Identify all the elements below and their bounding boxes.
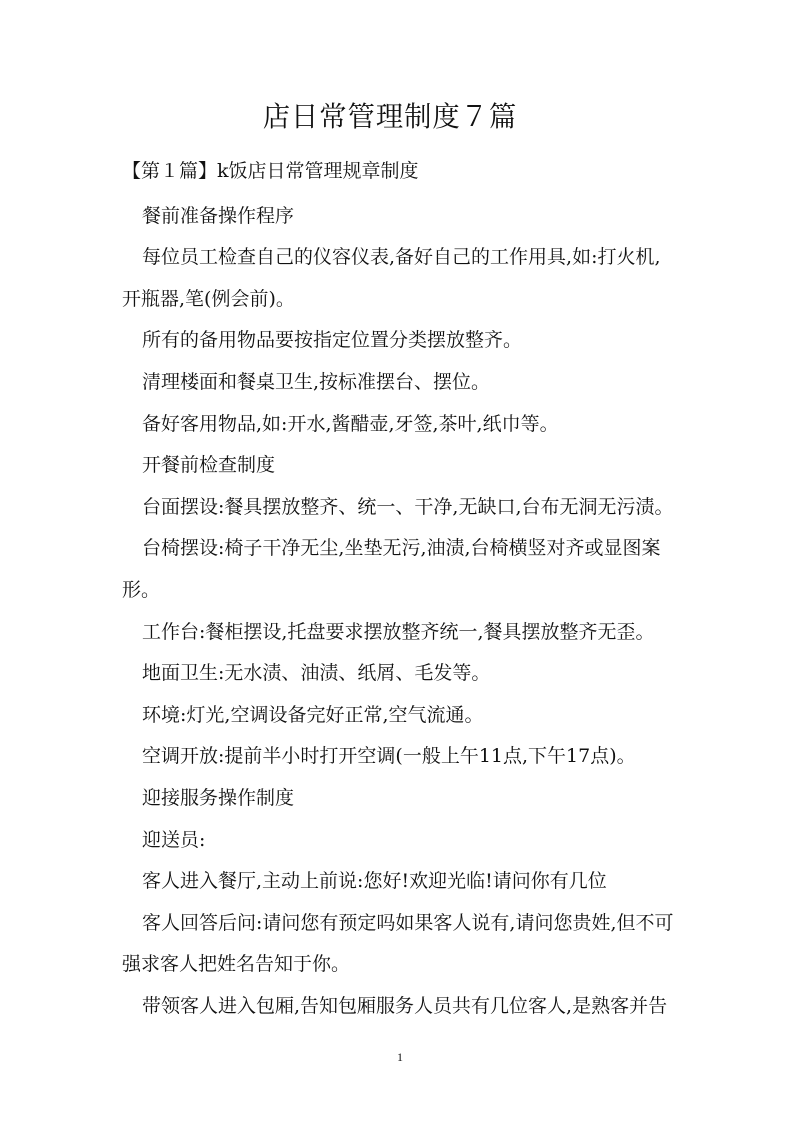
paragraph: 空调开放:提前半小时打开空调(一般上午11点,下午17点)。: [142, 745, 636, 767]
paragraph: 客人回答后问:请问您有预定吗如果客人说有,请问您贵姓,但不可: [142, 912, 674, 934]
section-heading: 【第１篇】k饭店日常管理规章制度: [122, 160, 419, 182]
paragraph: 客人进入餐厅,主动上前说:您好!欢迎光临!请问你有几位: [142, 870, 607, 892]
paragraph: 所有的备用物品要按指定位置分类摆放整齐。: [142, 329, 523, 351]
paragraph: 工作台:餐柜摆设,托盘要求摆放整齐统一,餐具摆放整齐无歪。: [142, 621, 655, 643]
page-number: 1: [397, 1050, 403, 1064]
paragraph: 餐前准备操作程序: [142, 205, 295, 227]
paragraph: 带领客人进入包厢,告知包厢服务人员共有几位客人,是熟客并告: [142, 995, 668, 1017]
paragraph: 地面卫生:无水渍、油渍、纸屑、毛发等。: [142, 662, 491, 684]
paragraph: 开餐前检查制度: [142, 454, 276, 476]
paragraph: 迎送员:: [142, 829, 206, 851]
paragraph-cont: 形。: [122, 579, 161, 601]
paragraph: 清理楼面和餐桌卫生,按标准摆台、摆位。: [142, 371, 491, 393]
paragraph-cont: 强求客人把姓名告知于你。: [122, 953, 351, 975]
paragraph: 台面摆设:餐具摆放整齐、统一、干净,无缺口,台布无洞无污渍。: [142, 496, 674, 518]
document-title: 店日常管理制度７篇: [262, 100, 518, 133]
paragraph: 台椅摆设:椅子干净无尘,坐垫无污,油渍,台椅横竖对齐或显图案: [142, 537, 661, 559]
paragraph-cont: 开瓶器,笔(例会前)。: [122, 288, 295, 310]
paragraph: 每位员工检查自己的仪容仪表,备好自己的工作用具,如:打火机,: [142, 246, 661, 268]
paragraph: 环境:灯光,空调设备完好正常,空气流通。: [142, 704, 484, 726]
paragraph: 迎接服务操作制度: [142, 787, 295, 809]
paragraph: 备好客用物品,如:开水,酱醋壶,牙签,茶叶,纸巾等。: [142, 413, 559, 435]
